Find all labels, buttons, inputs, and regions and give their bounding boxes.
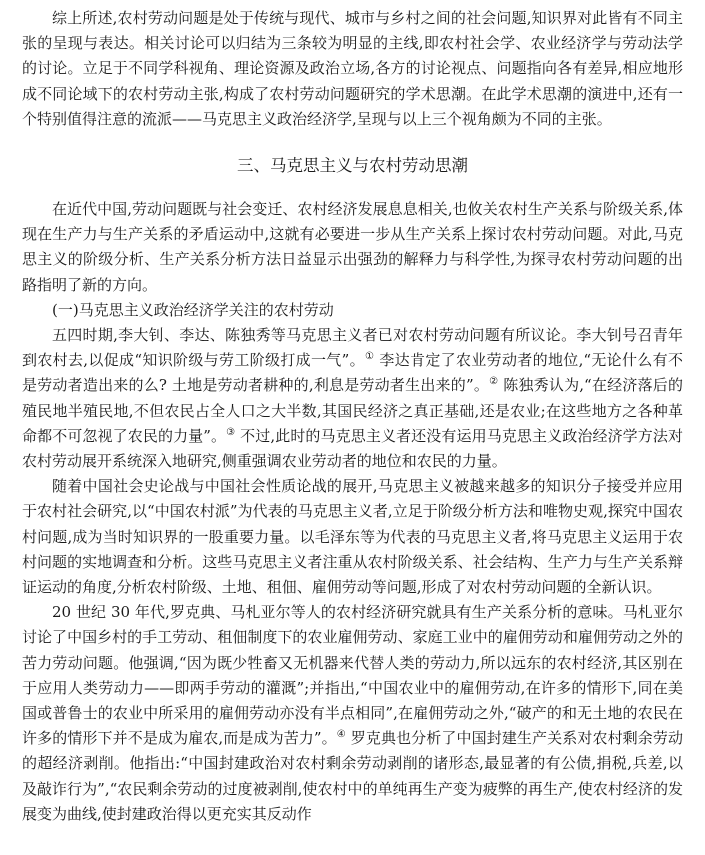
subsection-heading: (一)马克思主义政治经济学关注的农村劳动 <box>52 300 334 319</box>
footnote-marker: ② <box>489 376 499 388</box>
paragraph-debates: 随着中国社会史论战与中国社会性质论战的展开,马克思主义被越来越多的知识分子接受并应用于农村社会研究,以“中国农村派”为代表的马克思主义者,立足于阶级分析方法和唯物史观,探究中国农村问题,成为当时知识界的一股重要力量。以毛泽东等为代表的马克思主义者,将马克思主义运用于农村问题的实地调查和分析。这些马克思主义者注重从农村阶级关系、社会结构、生产力与生产关系辩证运动的角度,分析农村阶级、土地、租佃、雇佣劳动等问题,形成了对农村劳动问题的全新认识。 <box>22 477 683 597</box>
paragraph-may-fourth <box>22 323 683 474</box>
text-run: 20 世纪 30 年代,罗克典、马札亚尔等人的农村经济研究就具有生产关系分析的意味。马札亚尔讨论了中国乡村的手工劳动、租佃制度下的农业雇佣劳动、家庭工业中的雇佣劳动和雇佣劳动之外的苦力劳动问题。他强调,“因为既少牲畜又无机器来代替人类的劳动力,所以远东的农村经济,其区别在于应用人类劳动力——即两手劳动的灌溉”;并指出,“中国农业中的雇佣劳动,在许多的情形下,同在美国或普鲁士的农业中所采用的雇佣劳动亦没有半点相同”,在雇佣劳动之外,“破产的和无土地的农民在许多的情形下并不是成为雇农,而是成为苦力”。 <box>22 603 683 748</box>
footnote-marker: ① <box>364 351 375 363</box>
text-run: 五四时期,李大钊、李达、陈独秀等马克思主义者已对农村劳动问题有所议论。李大钊号召青年到农村去,以促成“知识阶级与劳工阶级打成一气”。 <box>22 326 683 370</box>
footnote-marker: ③ <box>226 426 236 438</box>
text-run: 李达肯定了农业劳动者的地位,“无论什么有不是劳动者造出来的么? 土地是劳动者耕种的,利息是劳动者生出来的”。 <box>22 351 683 395</box>
paragraph-intro: 在近代中国,劳动问题既与社会变迁、农村经济发展息息相关,也攸关农村生产关系与阶级关系,体现在生产力与生产关系的矛盾运动中,这就有必要进一步从生产关系上探讨农村劳动问题。对此,马克思主义的阶级分析、生产关系分析方法日益显示出强劲的解释力与科学性,为探寻农村劳动问题的出路指明了新的方向。 <box>22 200 683 294</box>
text-run: 不过,此时的马克思主义者还没有运用马克思主义政治经济学方法对农村劳动展开系统深入地研究,侧重强调农业劳动者的地位和农民的力量。 <box>22 426 683 471</box>
footnote-marker: ④ <box>336 729 346 741</box>
paragraph-summary: 综上所述,农村劳动问题是处于传统与现代、城市与乡村之间的社会问题,知识界对此皆有不同主张的呈现与表达。相关讨论可以归结为三条较为明显的主线,即农村社会学、农业经济学与劳动法学的讨论。立足于不同学科视角、理论资源及政治立场,各方的讨论视点、问题指向各有差异,相应地形成不同论域下的农村劳动主张,构成了农村劳动问题研究的学术思潮。在此学术思潮的演进中,还有一个特别值得注意的流派——马克思主义政治经济学,呈现与以上三个视角颇为不同的主张。 <box>22 9 683 128</box>
paragraph-1930s <box>22 600 683 827</box>
text-run: 陈独秀认为,“在经济落后的殖民地半殖民地,不但农民占全人口之大半数,其国民经济之真正基础,还是农业;在这些地方之各种革命都不可忽视了农民的力量”。 <box>22 376 684 445</box>
section-heading: 三、马克思主义与农村劳动思潮 <box>237 156 468 176</box>
text-run: 罗克典也分析了中国封建生产关系对农村剩余劳动的超经济剥削。他指出:“中国封建政治对农村剩余劳动剥削的诸形态,最显著的有公债,捐税,兵差,以及敲诈行为”,“农民剩余劳动的过度被剥削,使农村中的单纯再生产变为疲弊的再生产,使农村经济的发展变为曲线,使封建政治得以更充实其反动作 <box>22 729 683 823</box>
